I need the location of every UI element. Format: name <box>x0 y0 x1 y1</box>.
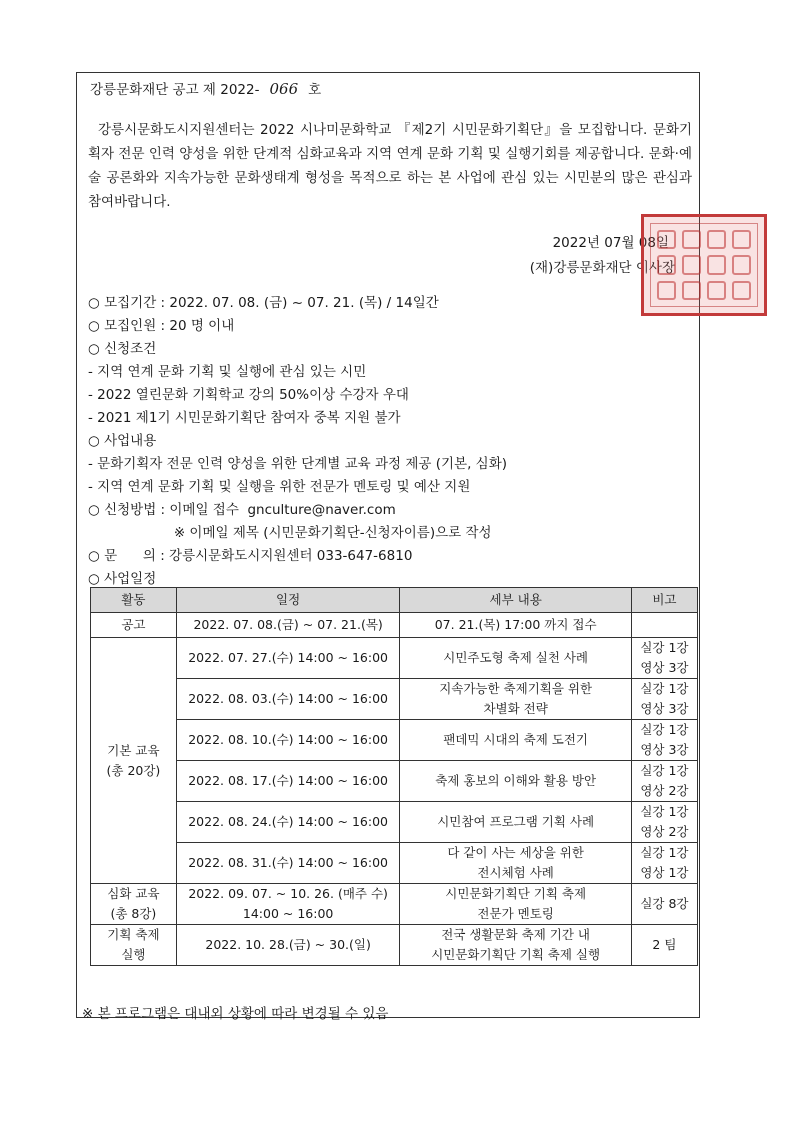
intro-paragraph: 강릉시문화도시지원센터는 2022 시나미문화학교 『제2기 시민문화기획단』을 모집합니다. 문화기획자 전문 인력 양성을 위한 단계적 심화교육과 지역 연계 문화 기획 및 실행기회를 제공합니다. 문화·예술 공론화와 지속가능한 문화생태계 형성을 목적으로 하는 본 사업에 관심 있는 시민분의 많은 관심과 참여바랍니다. <box>88 122 692 210</box>
cell-detail <box>400 679 631 720</box>
note-text: 영상 2강 <box>640 783 689 798</box>
detail-text: 전시체험 사례 <box>477 865 554 880</box>
cell-activity-festival <box>91 925 177 966</box>
note-text: 영상 3강 <box>640 701 689 716</box>
cell-note: 2 팀 <box>631 925 697 966</box>
cell-schedule: 2022. 08. 24.(수) 14:00 ~ 16:00 <box>176 802 400 843</box>
cell-detail <box>400 761 631 802</box>
cell-detail <box>400 925 631 966</box>
seal-glyph <box>707 255 726 274</box>
seal-glyph <box>732 230 751 249</box>
cell-schedule: 2022. 08. 10.(수) 14:00 ~ 16:00 <box>176 720 400 761</box>
cell-schedule: 2022. 08. 17.(수) 14:00 ~ 16:00 <box>176 761 400 802</box>
schedule-table <box>90 587 698 966</box>
cell-schedule: 2022. 10. 28.(금) ~ 30.(일) <box>176 925 400 966</box>
detail-text: 시민문화기획단 기획 축제 실행 <box>431 947 601 962</box>
note-text: 실강 1강 <box>640 845 689 860</box>
cell-activity-basic <box>91 638 177 884</box>
note-text: 실강 1강 <box>640 681 689 696</box>
cell-detail <box>400 884 631 925</box>
basic-count: (총 20강) <box>106 762 161 778</box>
official-seal <box>641 214 767 316</box>
seal-glyphs <box>654 227 754 303</box>
detail-text: 시민참여 프로그램 기획 사례 <box>437 814 595 829</box>
detail-line: ○ 신청방법 : 이메일 접수 gnculture@naver.com <box>88 502 396 518</box>
cell-note <box>631 843 697 884</box>
note-text: 실강 1강 <box>640 722 689 737</box>
schedule-text: 2022. 09. 07. ~ 10. 26. (매주 수) <box>188 886 388 901</box>
header-schedule: 일정 <box>176 588 400 613</box>
detail-line: ○ 모집기간 : 2022. 07. 08. (금) ~ 07. 21. (목) / 14일간 <box>88 295 439 311</box>
activity-text: 실행 <box>121 947 146 962</box>
table-row <box>91 843 698 884</box>
cell-note <box>631 679 697 720</box>
notice-suffix: 호 <box>308 82 322 98</box>
cell-note <box>631 720 697 761</box>
detail-line: ○ 문 의 : 강릉시문화도시지원센터 033-647-6810 <box>88 548 413 564</box>
table-row <box>91 802 698 843</box>
table-header-row <box>91 588 698 613</box>
cell-schedule: 2022. 07. 08.(금) ~ 07. 21.(목) <box>176 613 400 638</box>
seal-glyph <box>732 281 751 300</box>
cell-detail <box>400 720 631 761</box>
cell-note <box>631 638 697 679</box>
note-text: 영상 3강 <box>640 660 689 675</box>
cell-detail <box>400 638 631 679</box>
table-row <box>91 613 698 638</box>
cell-detail: 07. 21.(목) 17:00 까지 접수 <box>400 613 631 638</box>
detail-line: - 지역 연계 문화 기획 및 실행을 위한 전문가 멘토링 및 예산 지원 <box>88 479 471 495</box>
notice-prefix: 강릉문화재단 공고 제 2022- <box>90 82 260 98</box>
detail-line: ※ 이메일 제목 (시민문화기획단-신청자이름)으로 작성 <box>88 525 492 541</box>
table-row <box>91 679 698 720</box>
cell-schedule: 2022. 07. 27.(수) 14:00 ~ 16:00 <box>176 638 400 679</box>
cell-activity-advanced <box>91 884 177 925</box>
table-row <box>91 761 698 802</box>
table-row <box>91 925 698 966</box>
detail-line: - 2022 열린문화 기획학교 강의 50%이상 수강자 우대 <box>88 387 409 403</box>
detail-line: - 문화기획자 전문 인력 양성을 위한 단계별 교육 과정 제공 (기본, 심화) <box>88 456 508 472</box>
header-note: 비고 <box>631 588 697 613</box>
cell-activity: 공고 <box>91 613 177 638</box>
detail-text: 지속가능한 축제기획을 위한 <box>439 681 593 696</box>
recruitment-details <box>88 292 507 591</box>
note-text: 실강 1강 <box>640 640 689 655</box>
cell-note <box>631 613 697 638</box>
basic-label: 기본 교육 <box>107 742 160 758</box>
seal-glyph <box>657 230 676 249</box>
cell-note <box>631 802 697 843</box>
table-row <box>91 638 698 679</box>
detail-text: 다 같이 사는 세상을 위한 <box>447 845 584 860</box>
cell-schedule: 2022. 08. 03.(수) 14:00 ~ 16:00 <box>176 679 400 720</box>
detail-line: ○ 사업일정 <box>88 571 157 587</box>
notice-number-line <box>90 78 321 98</box>
cell-detail <box>400 802 631 843</box>
detail-text: 전국 생활문화 축제 기간 내 <box>441 927 590 942</box>
detail-text: 시민문화기획단 기획 축제 <box>445 886 587 901</box>
note-text: 실강 1강 <box>640 763 689 778</box>
seal-glyph <box>682 230 701 249</box>
activity-text: (총 8강) <box>110 906 157 921</box>
cell-note <box>631 761 697 802</box>
header-detail: 세부 내용 <box>400 588 631 613</box>
detail-line: ○ 신청조건 <box>88 341 157 357</box>
detail-line: - 지역 연계 문화 기획 및 실행에 관심 있는 시민 <box>88 364 367 380</box>
cell-schedule: 2022. 08. 31.(수) 14:00 ~ 16:00 <box>176 843 400 884</box>
cell-detail <box>400 843 631 884</box>
table-row <box>91 884 698 925</box>
detail-line: - 2021 제1기 시민문화기획단 참여자 중복 지원 불가 <box>88 410 401 426</box>
schedule-text: 14:00 ~ 16:00 <box>242 906 334 921</box>
activity-text: 심화 교육 <box>107 886 160 901</box>
cell-note: 실강 8강 <box>631 884 697 925</box>
note-text: 실강 1강 <box>640 804 689 819</box>
detail-text: 팬데믹 시대의 축제 도전기 <box>443 732 589 747</box>
activity-text: 기획 축제 <box>107 927 160 942</box>
note-text: 영상 1강 <box>640 865 689 880</box>
detail-text: 축제 홍보의 이해와 활용 방안 <box>435 773 597 788</box>
cell-schedule <box>176 884 400 925</box>
notice-number-handwritten: 066 <box>269 80 299 98</box>
seal-glyph <box>657 281 676 300</box>
note-text: 영상 2강 <box>640 824 689 839</box>
issuer: (재)강릉문화재단 이사장 <box>529 260 675 276</box>
table-row <box>91 720 698 761</box>
detail-line: ○ 모집인원 : 20 명 이내 <box>88 318 235 334</box>
seal-glyph <box>732 255 751 274</box>
issue-date: 2022년 07월 08일 <box>552 235 669 251</box>
seal-glyph <box>682 255 701 274</box>
seal-glyph <box>657 255 676 274</box>
header-activity: 활동 <box>91 588 177 613</box>
seal-glyph <box>707 281 726 300</box>
detail-text: 전문가 멘토링 <box>477 906 554 921</box>
detail-line: ○ 사업내용 <box>88 433 157 449</box>
note-text: 영상 3강 <box>640 742 689 757</box>
footnote: ※ 본 프로그램은 대내외 상황에 따라 변경될 수 있음 <box>82 1006 389 1022</box>
seal-glyph <box>682 281 701 300</box>
detail-text: 차별화 전략 <box>483 701 548 716</box>
detail-text: 시민주도형 축제 실천 사례 <box>443 650 589 665</box>
seal-glyph <box>707 230 726 249</box>
